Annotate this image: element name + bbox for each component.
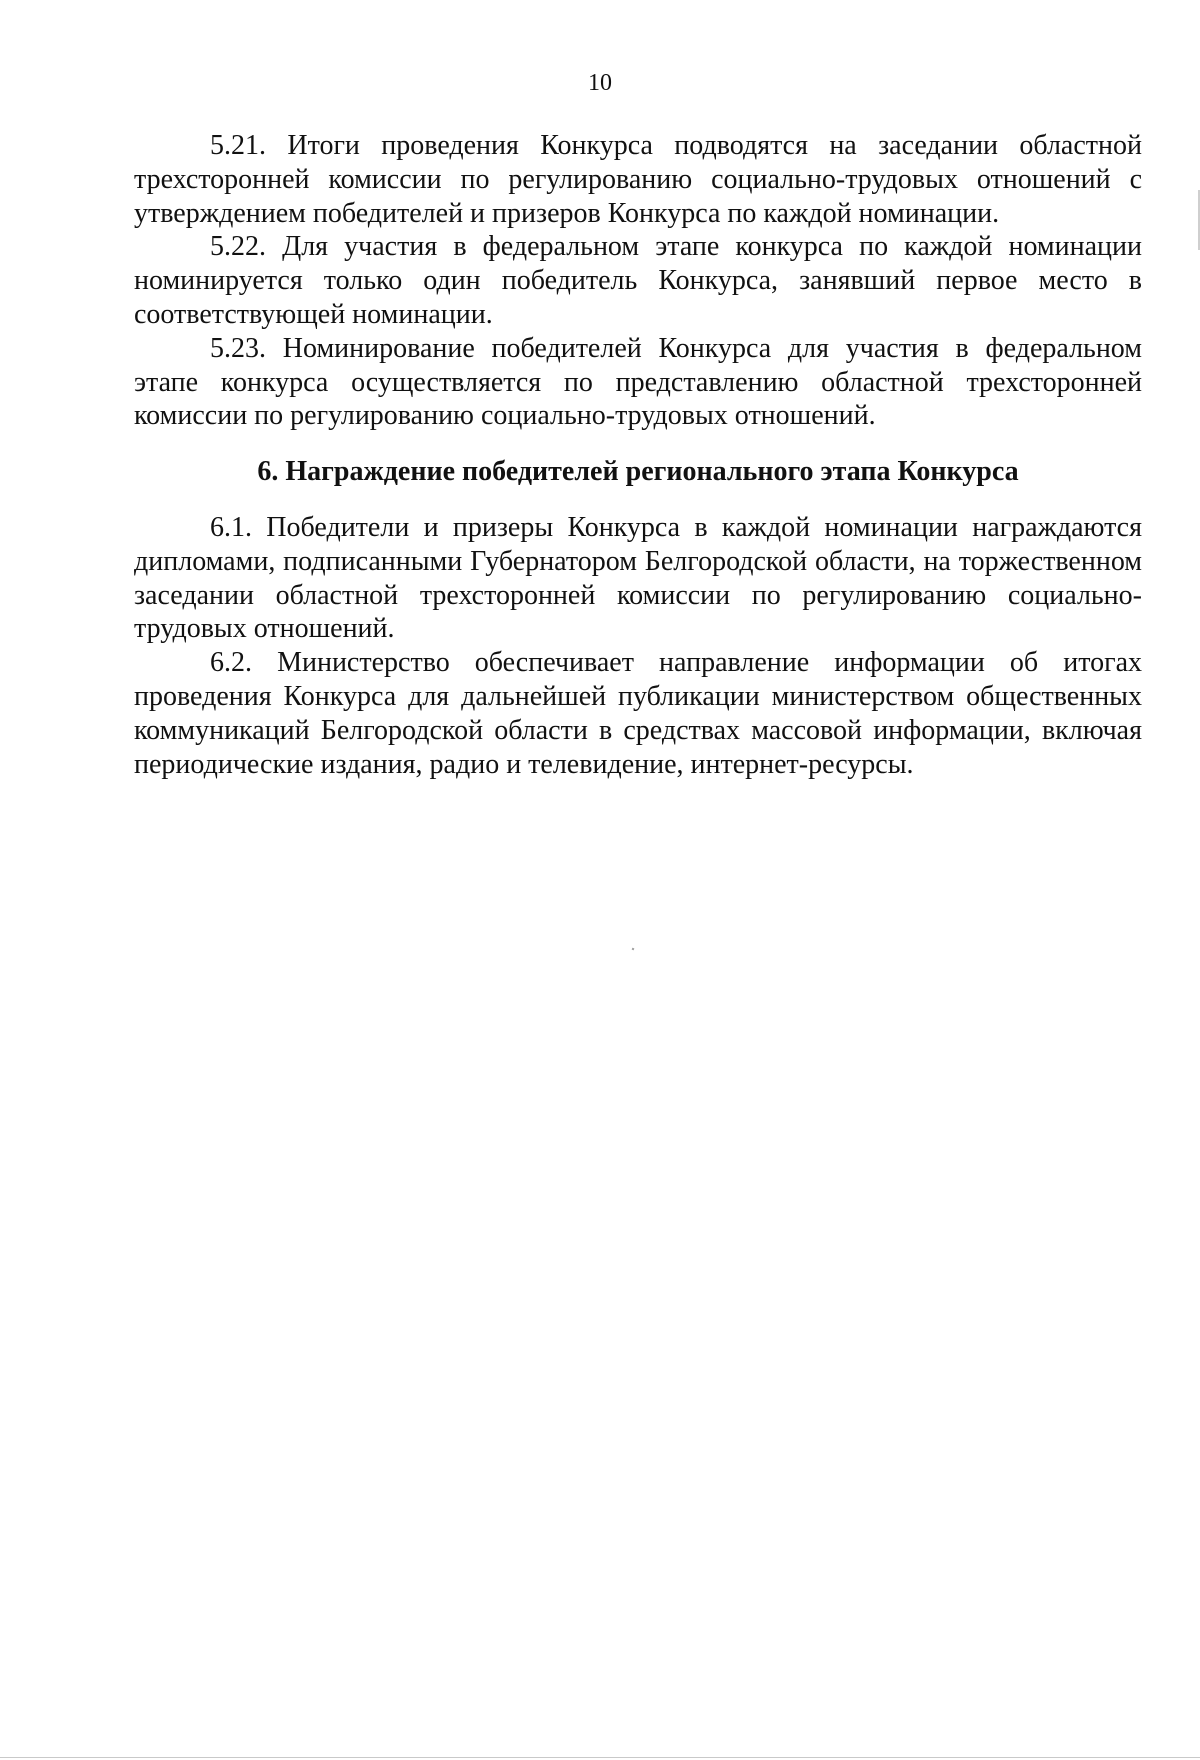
paragraph-5-21: 5.21. Итоги проведения Конкурса подводятся на заседании областной трехсторонней комиссии по регулированию социально-трудовых отношений с утверждением победителей и призеров Конкурса по каждой номинации. xyxy=(134,130,1142,229)
paragraph-5-23: 5.23. Номинирование победителей Конкурса для участия в федеральном этапе конкурса осуществляется по представлению областной трехсторонней комиссии по регулированию социально-трудовых отношений. xyxy=(134,332,1142,432)
paragraph-5-22: 5.22. Для участия в федеральном этапе конкурса по каждой номинации номинируется только один победитель Конкурса, занявший первое место в соответствующей номинации. xyxy=(134,231,1142,330)
page-number: 10 xyxy=(588,70,612,96)
scan-bottom-edge xyxy=(0,1757,1200,1758)
paragraph-6-2: 6.2. Министерство обеспечивает направление информации об итогах проведения Конкурса для дальнейшей публикации министерством общественных коммуникаций Белгородской области в средствах массовой информации, включая периодические издания, радио и телевидение, интернет-ресурсы. xyxy=(134,647,1142,780)
paragraph-6-1: 6.1. Победители и призеры Конкурса в каждой номинации награждаются дипломами, подписанными Губернатором Белгородской области, на торжественном заседании областной трехсторонней комиссии по регулированию социально-трудовых отношений. xyxy=(134,511,1142,645)
document-body xyxy=(134,129,1142,781)
section-6-heading: 6. Награждение победителей регионального этапа Конкурса xyxy=(257,456,1019,488)
scan-speck xyxy=(632,948,635,951)
